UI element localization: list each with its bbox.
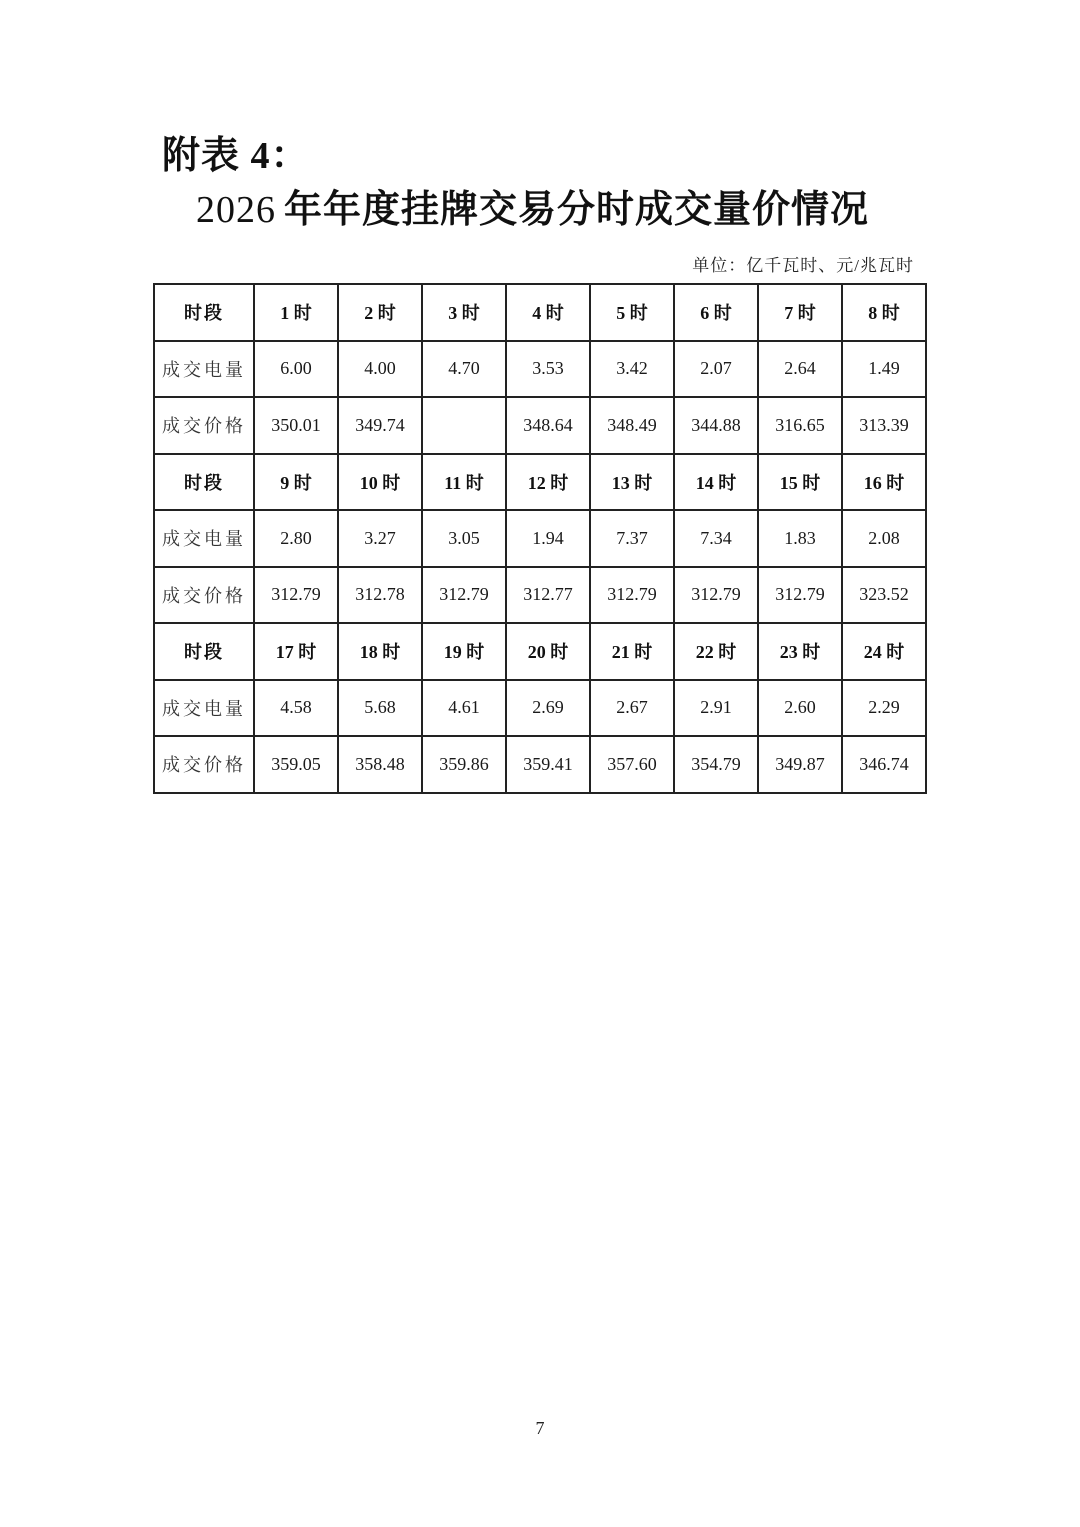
price-cell: 359.05: [254, 736, 338, 793]
volume-cell: 4.00: [338, 341, 422, 398]
hour-header: 16 时: [842, 454, 926, 511]
volume-cell: 4.61: [422, 680, 506, 737]
volume-cell: 7.34: [674, 510, 758, 567]
price-cell: 312.77: [506, 567, 590, 624]
volume-label: 成交电量: [154, 680, 254, 737]
hour-header: 3 时: [422, 284, 506, 341]
price-cell: 349.87: [758, 736, 842, 793]
volume-cell: 2.67: [590, 680, 674, 737]
volume-cell: 4.58: [254, 680, 338, 737]
price-cell: 312.78: [338, 567, 422, 624]
volume-cell: 3.42: [590, 341, 674, 398]
price-cell: 359.41: [506, 736, 590, 793]
volume-label: 成交电量: [154, 510, 254, 567]
period-header: 时段: [154, 284, 254, 341]
hour-header: 11 时: [422, 454, 506, 511]
hour-header: 2 时: [338, 284, 422, 341]
price-cell: 312.79: [254, 567, 338, 624]
title-year: 2026: [196, 189, 276, 231]
volume-cell: 7.37: [590, 510, 674, 567]
volume-cell: 1.49: [842, 341, 926, 398]
hour-header: 14 时: [674, 454, 758, 511]
price-cell: [422, 397, 506, 454]
price-cell: 354.79: [674, 736, 758, 793]
hour-header: 13 时: [590, 454, 674, 511]
volume-cell: 2.80: [254, 510, 338, 567]
table-header-row: [154, 284, 926, 341]
volume-cell: 5.68: [338, 680, 422, 737]
hour-header: 22 时: [674, 623, 758, 680]
price-cell: 312.79: [758, 567, 842, 624]
price-label: 成交价格: [154, 567, 254, 624]
price-cell: 316.65: [758, 397, 842, 454]
volume-cell: 2.08: [842, 510, 926, 567]
price-cell: 323.52: [842, 567, 926, 624]
hour-header: 6 时: [674, 284, 758, 341]
hour-header: 24 时: [842, 623, 926, 680]
hour-header: 5 时: [590, 284, 674, 341]
volume-cell: 2.69: [506, 680, 590, 737]
document-title: [196, 180, 869, 240]
hour-header: 20 时: [506, 623, 590, 680]
price-cell: 349.74: [338, 397, 422, 454]
hour-header: 23 时: [758, 623, 842, 680]
volume-cell: 3.27: [338, 510, 422, 567]
price-cell: 346.74: [842, 736, 926, 793]
price-cell: 358.48: [338, 736, 422, 793]
table-row-volume: [154, 510, 926, 567]
volume-cell: 2.60: [758, 680, 842, 737]
table-row-volume: [154, 680, 926, 737]
hour-header: 17 时: [254, 623, 338, 680]
unit-note: 单位：亿千瓦时、元/兆瓦时: [692, 256, 914, 275]
hour-header: 1 时: [254, 284, 338, 341]
hour-header: 7 时: [758, 284, 842, 341]
volume-cell: 2.29: [842, 680, 926, 737]
hour-header: 21 时: [590, 623, 674, 680]
volume-cell: 2.91: [674, 680, 758, 737]
table-row-volume: [154, 341, 926, 398]
volume-cell: 1.83: [758, 510, 842, 567]
page-number: 7: [535, 1418, 545, 1438]
volume-cell: 1.94: [506, 510, 590, 567]
price-cell: 312.79: [590, 567, 674, 624]
period-header: 时段: [154, 623, 254, 680]
volume-cell: 3.53: [506, 341, 590, 398]
price-cell: 312.79: [674, 567, 758, 624]
hourly-trade-table: [153, 283, 927, 794]
price-cell: 344.88: [674, 397, 758, 454]
volume-cell: 2.07: [674, 341, 758, 398]
price-cell: 312.79: [422, 567, 506, 624]
table-row-price: [154, 397, 926, 454]
price-cell: 350.01: [254, 397, 338, 454]
price-cell: 359.86: [422, 736, 506, 793]
hour-header: 10 时: [338, 454, 422, 511]
period-header: 时段: [154, 454, 254, 511]
price-label: 成交价格: [154, 736, 254, 793]
hour-header: 4 时: [506, 284, 590, 341]
volume-cell: 6.00: [254, 341, 338, 398]
volume-cell: 4.70: [422, 341, 506, 398]
hour-header: 8 时: [842, 284, 926, 341]
hour-header: 19 时: [422, 623, 506, 680]
hour-header: 9 时: [254, 454, 338, 511]
appendix-label: 附表 4：: [162, 135, 310, 177]
table-row-price: [154, 567, 926, 624]
table-header-row: [154, 623, 926, 680]
volume-cell: 2.64: [758, 341, 842, 398]
title-text: 年年度挂牌交易分时成交量价情况: [284, 189, 870, 231]
volume-cell: 3.05: [422, 510, 506, 567]
hour-header: 12 时: [506, 454, 590, 511]
hour-header: 15 时: [758, 454, 842, 511]
price-cell: 313.39: [842, 397, 926, 454]
price-cell: 348.64: [506, 397, 590, 454]
hour-header: 18 时: [338, 623, 422, 680]
table-row-price: [154, 736, 926, 793]
price-label: 成交价格: [154, 397, 254, 454]
table-header-row: [154, 454, 926, 511]
price-cell: 348.49: [590, 397, 674, 454]
price-cell: 357.60: [590, 736, 674, 793]
volume-label: 成交电量: [154, 341, 254, 398]
